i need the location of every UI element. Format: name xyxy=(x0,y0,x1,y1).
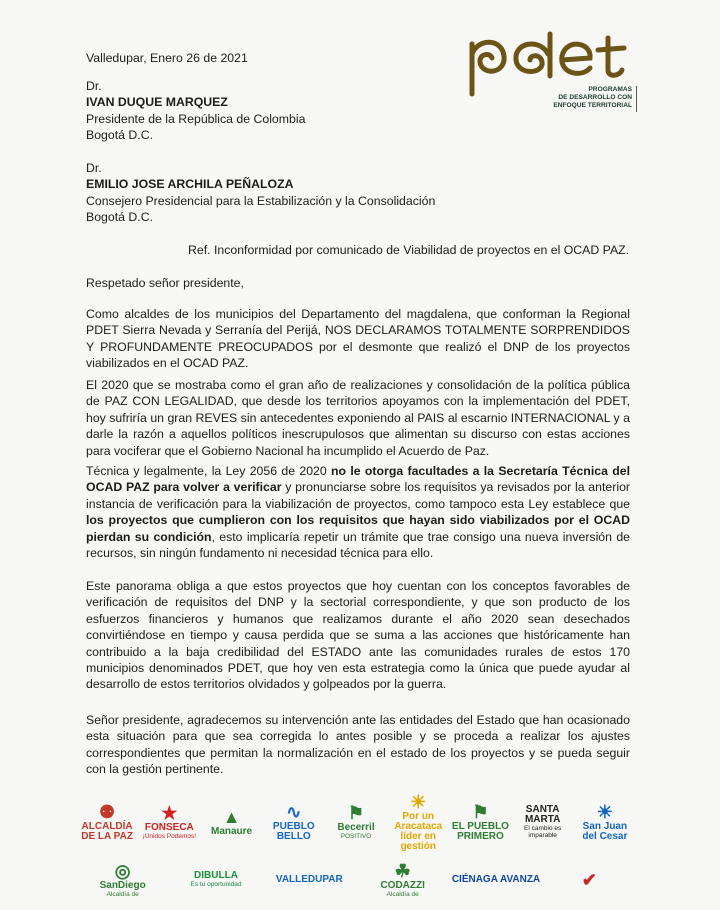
logo-name: FONSECA xyxy=(144,822,194,834)
bold-text-run: los proyectos que cumplieron con los requisitos que hayan sido viabilizados por el OCAD pierdan su condición xyxy=(86,513,630,544)
municipality-logo xyxy=(389,792,447,852)
logo-name: Por un Aracataca líder en gestión xyxy=(394,811,443,852)
recipient-block xyxy=(86,160,506,226)
municipality-logos-row xyxy=(78,792,638,852)
sun-icon: ☀ xyxy=(596,802,613,822)
logo-subtitle-line: PROGRAMAS xyxy=(588,86,632,93)
logo-name: CODAZZI xyxy=(380,880,425,892)
flag-icon: ⚑ xyxy=(347,803,365,824)
municipality-logo xyxy=(171,856,260,904)
star-icon: ★ xyxy=(161,803,178,824)
recipient-city: Bogotá D.C. xyxy=(86,210,153,225)
text-run: , esto implicaría repetir un trámite que trae consigo una nueva inversión de recursos, sin ningún fundamento ni necesidad técnica para ello. xyxy=(86,529,630,561)
text-run: Técnica y legalmente, la Ley 2056 de 2020 xyxy=(86,464,332,478)
logo-name: EL PUEBLO PRIMERO xyxy=(451,821,509,842)
recipient-block xyxy=(86,78,506,144)
logo-slogan: Alcaldía de xyxy=(106,891,139,899)
logo-name: ALCALDÍA DE LA PAZ xyxy=(81,821,133,842)
recipient-city: Bogotá D.C. xyxy=(86,128,153,143)
logo-slogan: El cambio es imparable xyxy=(524,825,562,839)
municipality-logo xyxy=(265,798,323,846)
salutation: Respetado señor presidente, xyxy=(86,276,244,290)
municipality-logo xyxy=(202,798,260,846)
logo-subtitle-line: ENFOQUE TERRITORIAL xyxy=(553,102,632,109)
municipality-logo xyxy=(140,798,198,846)
text-run: y pronunciarse sobre los requisitos ya revisados por la anterior instancia de verificación para la viabilización de proyectos, como tampoco esta Ley establece que xyxy=(86,480,630,511)
municipality-logo xyxy=(514,798,572,846)
sun-icon: ☀ xyxy=(410,792,427,812)
logo-name: CIÉNAGA AVANZA xyxy=(451,874,541,885)
municipality-logo xyxy=(451,856,540,904)
people-icon: ⚉ xyxy=(99,802,116,822)
logo-name: SANTA MARTA xyxy=(524,804,561,825)
reference-line: Ref. Inconformidad por comunicado de Viabilidad de proyectos en el OCAD PAZ. xyxy=(188,243,630,257)
recipient-name: EMILIO JOSE ARCHILA PEÑALOZA xyxy=(86,177,294,192)
logo-name: PUEBLO BELLO xyxy=(272,821,315,842)
municipality-logos-row xyxy=(78,856,638,904)
municipality-logo xyxy=(545,856,634,904)
municipality-logo xyxy=(576,798,634,846)
logo-subtitle-line: DE DESARROLLO CON xyxy=(558,94,632,101)
recipient-title: Dr. xyxy=(86,79,102,93)
logo-name: San Juan del Cesar xyxy=(582,821,628,842)
body-paragraph xyxy=(86,712,630,778)
logo-slogan: Es tu oportunidad xyxy=(190,881,242,889)
logo-name: SanDiego xyxy=(99,880,146,892)
logo-name: VALLEDUPAR xyxy=(275,874,343,885)
letter-date: Valledupar, Enero 26 de 2021 xyxy=(86,51,248,65)
logo-subtitle xyxy=(540,86,632,110)
check-icon: ✔ xyxy=(581,870,597,890)
recipient-name: IVAN DUQUE MARQUEZ xyxy=(86,95,228,110)
body-paragraph xyxy=(86,463,630,561)
text-run: El 2020 que se mostraba como el gran año de realizaciones y consolidación de la política pública de PAZ CON LEGALIDAD, que desde los territorios apoyamos con la implementación del PDET, hoy sufriría un gran REVES sin antecedentes exponiendo al PAIS al escarnio INTERNACIONAL y a darle la razón a aquellos políticos inescrupulosos que alimentan su discurso con estas acciones para vociferar que el Gobierno Nacional ha incumplido el Acuerdo de Paz. xyxy=(86,378,630,458)
logo-name: Manaure xyxy=(210,826,253,837)
municipality-logo xyxy=(78,798,136,846)
flag-icon: ⚑ xyxy=(472,802,489,822)
mountain-icon: ▲ xyxy=(222,807,241,827)
recipient-title: Dr. xyxy=(86,161,102,175)
municipality-logo xyxy=(358,856,447,904)
body-paragraph xyxy=(86,377,630,459)
municipality-logo xyxy=(265,856,354,904)
logo-slogan: Alcaldía de xyxy=(386,891,419,899)
logo-name: Becerril xyxy=(337,822,375,834)
wave-icon: ∿ xyxy=(286,802,302,822)
logo-slogan: ¡Unidos Podemos! xyxy=(142,833,197,841)
circle-icon: ◎ xyxy=(114,861,131,882)
recipient-position: Consejero Presidencial para la Estabilización y la Consolidación xyxy=(86,193,436,208)
text-run: Este panorama obliga a que estos proyectos que hoy cuentan con los conceptos favorables de verificación de requisitos del DNP y la sectorial correspondiente, y que son producto de los esfuerzos financieros y humanos que realizamos durante el año 2020 sean desechados convirtiéndose en tiempo y causa perdida que se suma a las acciones que históricamente han contribuido a la baja credibilidad del ESTADO ante las comunidades rurales de estos 170 municipios denominados PDET, que hoy ven esta estrategia como la única que puede ayudar al desarrollo de estos territorios olvidados y golpeados por la guerra. xyxy=(86,579,630,692)
body-paragraph xyxy=(86,306,630,372)
municipality-logo xyxy=(327,798,385,846)
leaf-icon: ☘ xyxy=(394,861,411,882)
recipient-position: Presidente de la República de Colombia xyxy=(86,111,306,126)
municipality-logo xyxy=(451,798,509,846)
body-paragraph xyxy=(86,578,630,693)
text-run: Como alcaldes de los municipios del Departamento del magdalena, que conforman la Regional PDET Sierra Nevada y Serranía del Perijá, NOS DECLARAMOS TOTALMENTE SORPRENDIDOS Y PROFUNDAMENTE PREOCUPADOS por el desmonte que realizó el DNP de los proyectos viabilizados en el OCAD PAZ. xyxy=(86,307,630,371)
bold-text-run: no le otorga facultades a la Secretaría Técnica del OCAD PAZ para volver a verificar xyxy=(86,464,630,495)
municipality-logo xyxy=(78,856,167,904)
logo-divider xyxy=(636,86,637,112)
logo-slogan: POSITIVO xyxy=(340,833,372,841)
text-run: Señor presidente, agradecemos su intervención ante las entidades del Estado que han ocasionado esta situación para que sea corregida lo antes posible y se proceda a realizar los ajustes correspondientes que permitan la normalización en el estado de los proyectos y se pueda seguir con la gestión pertinente. xyxy=(86,713,630,777)
logo-name: DIBULLA xyxy=(194,870,238,882)
